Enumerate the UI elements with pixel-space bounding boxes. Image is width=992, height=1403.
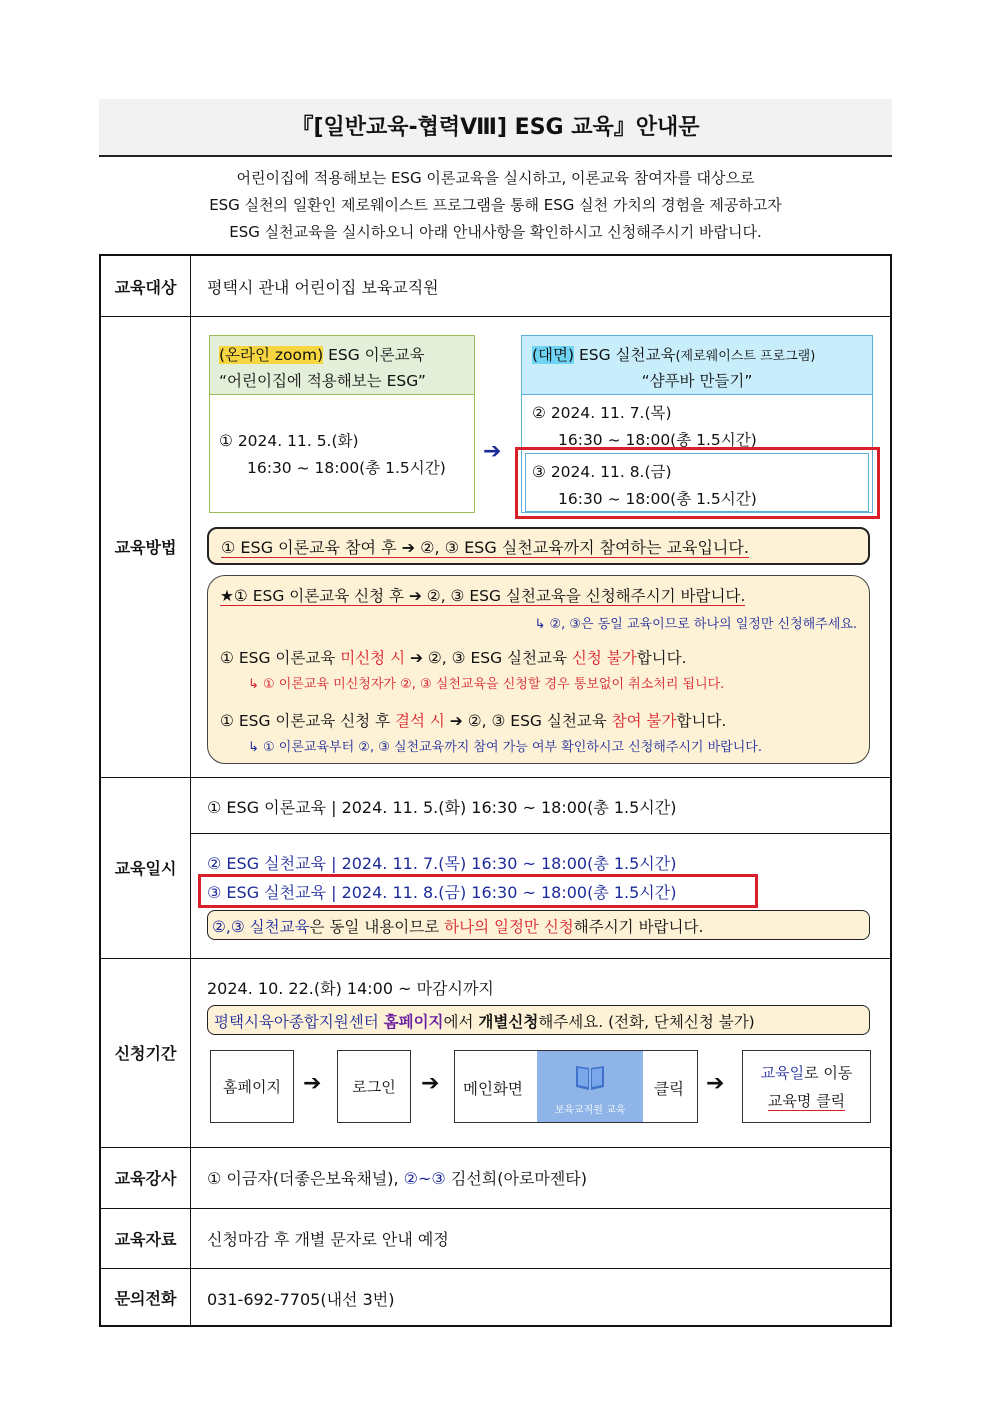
contact-value: 031-692-7705(내선 3번) [207, 1290, 395, 1309]
note2-text: ① ESG 이론교육 미신청 시 ➔ ②, ③ ESG 실천교육 신청 불가합니다. [220, 649, 687, 667]
note2-sub: ↳ ① 이론교육 미신청자가 ②, ③ 실천교육을 신청할 경우 통보없이 취소처리 됩니다. [248, 677, 725, 692]
note3-text: ① ESG 이론교육 신청 후 결석 시 ➔ ②, ③ ESG 실천교육 참여 불가합니다. [220, 712, 727, 730]
arrow-right-icon: ➔ [421, 1071, 440, 1096]
online-header [209, 335, 475, 395]
info-table [99, 254, 892, 1327]
banner-label: 보육교직원 교육 [554, 1105, 626, 1116]
online-title: ESG 이론교육 [328, 346, 425, 364]
offline-title-small: (제로웨이스트 프로그램) [675, 349, 816, 364]
intro-line: ESG 실천의 일환인 제로웨이스트 프로그램을 통해 ESG 실천 가치의 경험을 제공하고자 [209, 196, 782, 214]
method-summary [207, 527, 870, 565]
label-schedule: 교육일시 [114, 859, 177, 878]
intro-text [99, 165, 892, 246]
material-value: 신청마감 후 개별 문자로 안내 예정 [207, 1230, 449, 1249]
label-method: 교육방법 [114, 538, 177, 557]
intro-line: ESG 실천교육을 실시하오니 아래 안내사항을 확인하시고 신청해주시기 바랍니다. [229, 223, 762, 241]
apply-period: 2024. 10. 22.(화) 14:00 ~ 마감시까지 [207, 979, 494, 998]
arrow-right-icon: ➔ [706, 1071, 725, 1096]
step-login: 로그인 [337, 1050, 411, 1123]
book-icon [574, 1060, 606, 1092]
label-material: 교육자료 [114, 1229, 177, 1249]
session3-inner-frame [525, 453, 869, 512]
online-body [209, 395, 475, 513]
online-date: ① 2024. 11. 5.(화) [219, 432, 359, 450]
instructor-value: ① 이금자(더좋은보육채널), ②~③ 김선희(아로마젠타) [207, 1169, 587, 1188]
offline-tag: (대면) [532, 346, 575, 364]
online-subtitle: “어린이집에 적용해보는 ESG” [219, 372, 426, 390]
target-value: 평택시 관내 어린이집 보육교직원 [207, 278, 439, 297]
arrow-right-icon: ➔ [303, 1071, 322, 1096]
step-click-label: 클릭 [654, 1080, 684, 1098]
session3-time: 16:30 ~ 18:00(총 1.5시간) [558, 490, 757, 508]
note1-text: ★① ESG 이론교육 신청 후 ➔ ②, ③ ESG 실천교육을 신청해주시기 바랍니다. [220, 587, 746, 605]
label-target: 교육대상 [114, 277, 177, 297]
schedule-line-3: ③ ESG 실천교육 | 2024. 11. 8.(금) 16:30 ~ 18:00(총 1.5시간) [207, 883, 677, 902]
session3-date: ③ 2024. 11. 8.(금) [532, 463, 672, 481]
summary-text: ① ESG 이론교육 참여 후 ➔ ②, ③ ESG 실천교육까지 참여하는 교육입니다. [221, 538, 749, 557]
education-banner [537, 1051, 643, 1122]
schedule-line-2: ② ESG 실천교육 | 2024. 11. 7.(목) 16:30 ~ 18:00(총 1.5시간) [207, 854, 677, 873]
schedule-note: ②,③ 실천교육은 동일 내용이므로 하나의 일정만 신청해주시기 바랍니다. [207, 910, 870, 940]
offline-subtitle: “샴푸바 만들기” [641, 372, 753, 390]
online-tag: (온라인 zoom) [219, 346, 324, 364]
step-main-label: 메인화면 [463, 1080, 523, 1098]
step-final: 교육일로 이동 교육명 클릭 [742, 1050, 871, 1123]
note1-sub: ↳ ②, ③은 동일 교육이므로 하나의 일정만 신청해주세요. [534, 617, 857, 632]
note3-sub: ↳ ① 이론교육부터 ②, ③ 실천교육까지 참여 가능 여부 확인하시고 신청해주시기 바랍니다. [248, 740, 762, 755]
online-time: 16:30 ~ 18:00(총 1.5시간) [247, 459, 446, 477]
schedule-line-1: ① ESG 이론교육 | 2024. 11. 5.(화) 16:30 ~ 18:00(총 1.5시간) [207, 798, 677, 817]
label-instructor: 교육강사 [114, 1169, 177, 1188]
page-title: 『[일반교육-협력Ⅷ] ESG 교육』안내문 [99, 99, 892, 157]
arrow-right-icon: ➔ [483, 439, 502, 464]
offline-title: ESG 실천교육 [578, 346, 676, 364]
apply-note: 평택시육아종합지원센터 홈페이지에서 개별신청해주세요. (전화, 단체신청 불가) [207, 1005, 870, 1035]
method-notes [207, 575, 870, 764]
offline-header [521, 335, 873, 395]
step-main-screen [454, 1050, 698, 1123]
label-contact: 문의전화 [114, 1289, 177, 1308]
session2-date: ② 2024. 11. 7.(목) [532, 404, 672, 422]
intro-line: 어린이집에 적용해보는 ESG 이론교육을 실시하고, 이론교육 참여자를 대상으로 [236, 169, 755, 187]
label-apply: 신청기간 [114, 1044, 177, 1063]
session2-time: 16:30 ~ 18:00(총 1.5시간) [558, 431, 757, 449]
step-homepage: 홈페이지 [210, 1050, 294, 1123]
